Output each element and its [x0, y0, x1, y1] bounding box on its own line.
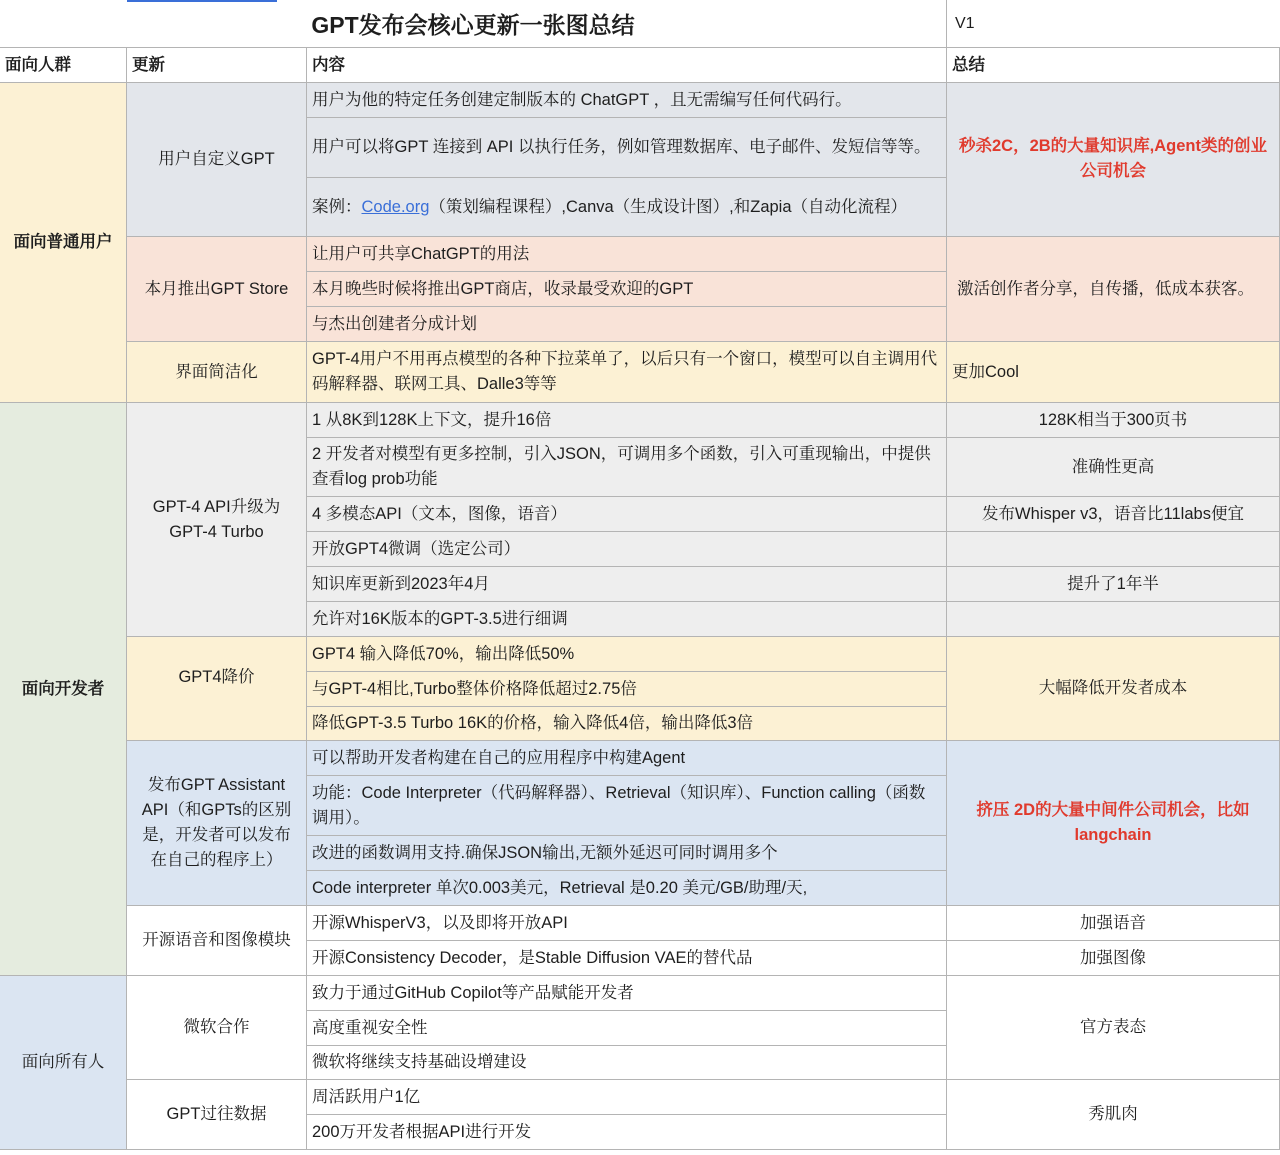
summary-row: 128K相当于300页书 — [947, 403, 1280, 438]
content-row-suffix: （策划编程课程）,Canva（生成设计图）,和Zapia（自动化流程） — [429, 197, 908, 216]
group-everyone: 面向所有人 — [0, 976, 127, 1150]
header-audience: 面向人群 — [0, 48, 127, 83]
update-gpt-store: 本月推出GPT Store — [127, 237, 307, 342]
content-row: 周活跃用户1亿 — [307, 1080, 947, 1115]
content-row: 200万开发者根据API进行开发 — [307, 1115, 947, 1150]
content-row: 用户为他的特定任务创建定制版本的 ChatGPT ，且无需编写任何代码行。 — [307, 83, 947, 118]
summary-row — [947, 602, 1280, 637]
code-org-link[interactable]: Code.org — [361, 197, 430, 216]
content-row: 开放GPT4微调（选定公司） — [307, 532, 947, 567]
content-row: 微软将继续支持基础设增建设 — [307, 1046, 947, 1080]
summary-row: 加强图像 — [947, 941, 1280, 976]
content-row: 允许对16K版本的GPT-3.5进行细调 — [307, 602, 947, 637]
content-row: 降低GPT-3.5 Turbo 16K的价格，输入降低4倍，输出降低3倍 — [307, 707, 947, 741]
content-row: Code interpreter 单次0.003美元，Retrieval 是0.20 美元/GB/助理/天, — [307, 871, 947, 906]
content-row: 1 从8K到128K上下文，提升16倍 — [307, 403, 947, 438]
summary-row: 准确性更高 — [947, 438, 1280, 497]
content-row: 用户可以将GPT 连接到 API 以执行任务，例如管理数据库、电子邮件、发短信等等。 — [307, 118, 947, 178]
content-row: 功能：Code Interpreter（代码解释器）、Retrieval（知识库）、Function calling（函数调用）。 — [307, 776, 947, 836]
content-row: GPT4 输入降低70%，输出降低50% — [307, 637, 947, 672]
update-ui-simplify: 界面简洁化 — [127, 342, 307, 403]
update-microsoft: 微软合作 — [127, 976, 307, 1080]
content-row: 开源Consistency Decoder，是Stable Diffusion VAE的替代品 — [307, 941, 947, 976]
content-row: 与杰出创建者分成计划 — [307, 307, 947, 342]
update-custom-gpt: 用户自定义GPT — [127, 83, 307, 237]
summary-row: 发布Whisper v3，语音比11labs便宜 — [947, 497, 1280, 532]
group-general-users: 面向普通用户 — [0, 83, 127, 403]
update-assistant-api: 发布GPT Assistant API（和GPTs的区别是，开发者可以发布在自己的程序上） — [127, 741, 307, 906]
content-row: GPT-4用户不用再点模型的各种下拉菜单了，以后只有一个窗口，模型可以自主调用代码解释器、联网工具、Dalle3等等 — [307, 342, 947, 403]
summary-gpt4-price: 大幅降低开发者成本 — [947, 637, 1280, 741]
content-row: 可以帮助开发者构建在自己的应用程序中构建Agent — [307, 741, 947, 776]
summary-microsoft: 官方表态 — [947, 976, 1280, 1080]
content-row: 4 多模态API（文本，图像，语音） — [307, 497, 947, 532]
content-row: 开源WhisperV3，以及即将开放API — [307, 906, 947, 941]
version-label: V1 — [955, 14, 975, 32]
content-row: 致力于通过GitHub Copilot等产品赋能开发者 — [307, 976, 947, 1011]
content-row: 本月晚些时候将推出GPT商店，收录最受欢迎的GPT — [307, 272, 947, 307]
page-title: GPT发布会核心更新一张图总结 — [0, 0, 947, 47]
summary-past-data: 秀肌肉 — [947, 1080, 1280, 1150]
summary-gpt-store: 激活创作者分享，自传播，低成本获客。 — [947, 237, 1280, 342]
content-row: 与GPT-4相比,Turbo整体价格降低超过2.75倍 — [307, 672, 947, 707]
summary-row: 提升了1年半 — [947, 567, 1280, 602]
content-row-prefix: 案例： — [312, 197, 362, 216]
content-row: 让用户可共享ChatGPT的用法 — [307, 237, 947, 272]
summary-row — [947, 532, 1280, 567]
content-row — [307, 178, 947, 237]
summary-ui-simplify: 更加Cool — [947, 342, 1280, 403]
summary-custom-gpt: 秒杀2C，2B的大量知识库,Agent类的创业公司机会 — [947, 83, 1280, 237]
summary-row: 加强语音 — [947, 906, 1280, 941]
group-developers: 面向开发者 — [0, 403, 127, 976]
update-open-source: 开源语音和图像模块 — [127, 906, 307, 976]
content-row: 2 开发者对模型有更多控制，引入JSON，可调用多个函数，引入可重现输出，中提供查看log prob功能 — [307, 438, 947, 497]
update-gpt4-price: GPT4降价 — [127, 637, 307, 741]
content-row: 高度重视安全性 — [307, 1011, 947, 1046]
header-summary: 总结 — [947, 48, 1280, 83]
update-gpt4-turbo: GPT-4 API升级为 GPT-4 Turbo — [127, 403, 307, 637]
header-update: 更新 — [127, 48, 307, 83]
content-row: 知识库更新到2023年4月 — [307, 567, 947, 602]
summary-assistant-api: 挤压 2D的大量中间件公司机会，比如langchain — [947, 741, 1280, 906]
header-content: 内容 — [307, 48, 947, 83]
update-past-data: GPT过往数据 — [127, 1080, 307, 1150]
content-row: 改进的函数调用支持.确保JSON输出,无额外延迟可同时调用多个 — [307, 836, 947, 871]
